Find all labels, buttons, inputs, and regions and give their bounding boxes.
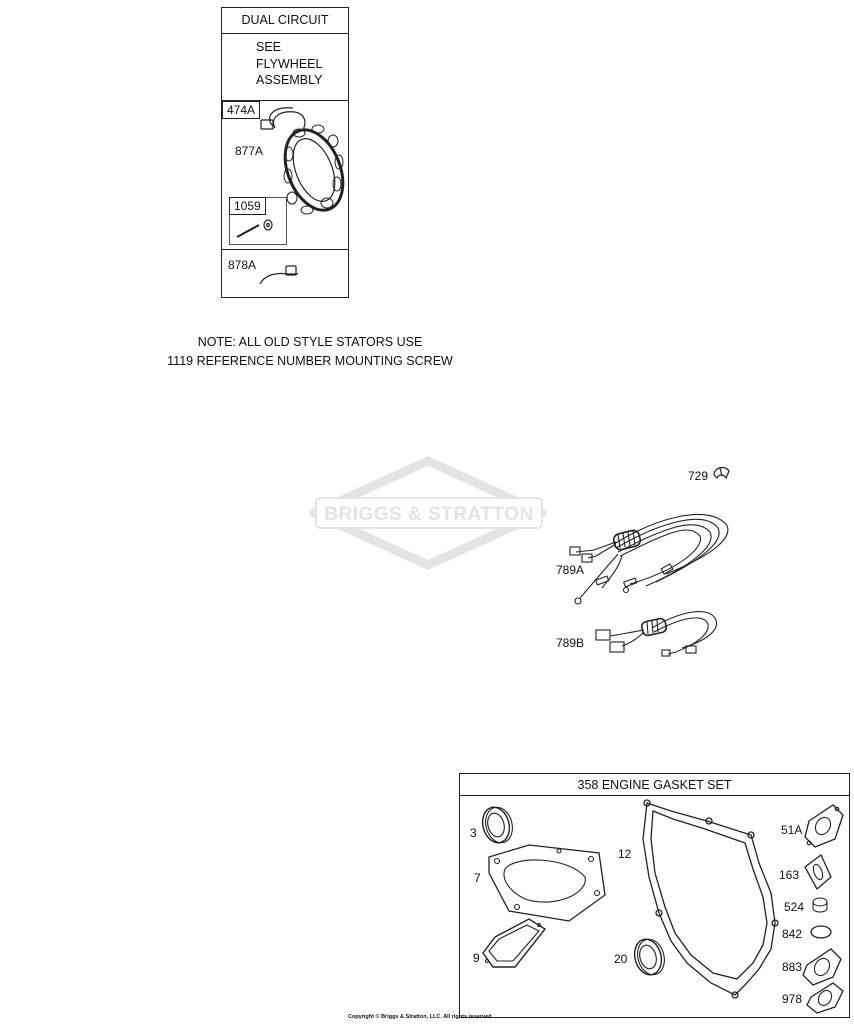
harness-connector <box>596 630 610 640</box>
part-label-163[interactable]: 163 <box>779 868 800 882</box>
oil-seal-20 <box>631 936 668 978</box>
harness-connector <box>582 554 592 562</box>
gasket-883 <box>803 949 841 985</box>
see-line: SEE <box>256 40 282 54</box>
ring-terminal <box>575 598 581 604</box>
note-line: NOTE: ALL OLD STYLE STATORS USE <box>197 335 423 349</box>
part-label-20[interactable]: 20 <box>614 952 628 966</box>
harness-789B-drawing <box>592 606 722 666</box>
part-label-883[interactable]: 883 <box>782 960 803 974</box>
valve-cover-gasket-9 <box>483 919 545 967</box>
gasket-drawings <box>459 773 850 1018</box>
stator-note <box>155 333 465 371</box>
part-label-877A[interactable]: 877A <box>235 144 264 158</box>
part-label-3[interactable]: 3 <box>470 826 477 840</box>
intake-gasket-163 <box>805 855 831 889</box>
see-line: FLYWHEEL <box>256 56 323 71</box>
stator-drawing <box>255 100 345 220</box>
part-label-9[interactable]: 9 <box>473 951 480 965</box>
harness-connector <box>610 642 624 652</box>
gasket-set-title: 358 ENGINE GASKET SET <box>577 778 732 792</box>
part-label-878A[interactable]: 878A <box>228 258 257 272</box>
wire-clip-drawing <box>258 264 304 286</box>
harness-wire <box>620 530 700 584</box>
grommet-524 <box>813 898 827 912</box>
screw <box>237 225 259 237</box>
stator-wire <box>273 112 305 130</box>
brand-watermark <box>310 458 550 568</box>
harness-789A-drawing <box>566 506 736 606</box>
watermark-text: BRIGGS & STRATTON <box>324 504 534 525</box>
part-label-789A[interactable]: 789A <box>556 563 585 577</box>
see-flywheel-note <box>256 39 322 89</box>
grommet-729-drawing <box>711 463 733 481</box>
part-tag-474A[interactable]: 474A <box>222 101 260 119</box>
washer <box>264 220 272 230</box>
part-label-729[interactable]: 729 <box>688 469 709 483</box>
oil-seal-3 <box>479 804 516 846</box>
stator-ring-inner <box>285 133 343 208</box>
section-divider <box>222 249 348 250</box>
part-label-51A[interactable]: 51A <box>781 823 803 837</box>
part-label-7[interactable]: 7 <box>474 871 481 885</box>
screw-washer-drawing <box>235 217 285 241</box>
harness-connector <box>570 547 580 555</box>
crankcase-gasket-12 <box>643 800 778 998</box>
stator-coils <box>284 125 343 214</box>
exhaust-gasket-51A <box>805 805 843 847</box>
note-line: 1119 REFERENCE NUMBER MOUNTING SCREW <box>167 354 453 368</box>
part-label-524[interactable]: 524 <box>784 900 805 914</box>
head-gasket-7 <box>489 845 605 921</box>
o-ring-842 <box>811 926 831 938</box>
stator-title: DUAL CIRCUIT <box>241 13 329 27</box>
part-label-842[interactable]: 842 <box>782 927 803 941</box>
part-label-12[interactable]: 12 <box>618 847 632 861</box>
title-divider <box>222 33 348 34</box>
gasket-978 <box>807 983 843 1013</box>
part-label-978[interactable]: 978 <box>782 992 803 1006</box>
copyright-notice: Copyright © Briggs & Stratton, LLC. All rights reserved. <box>348 1014 494 1020</box>
part-label-789B[interactable]: 789B <box>556 636 585 650</box>
part-tag-1059[interactable]: 1059 <box>229 197 266 215</box>
see-line: ASSEMBLY <box>256 73 323 87</box>
